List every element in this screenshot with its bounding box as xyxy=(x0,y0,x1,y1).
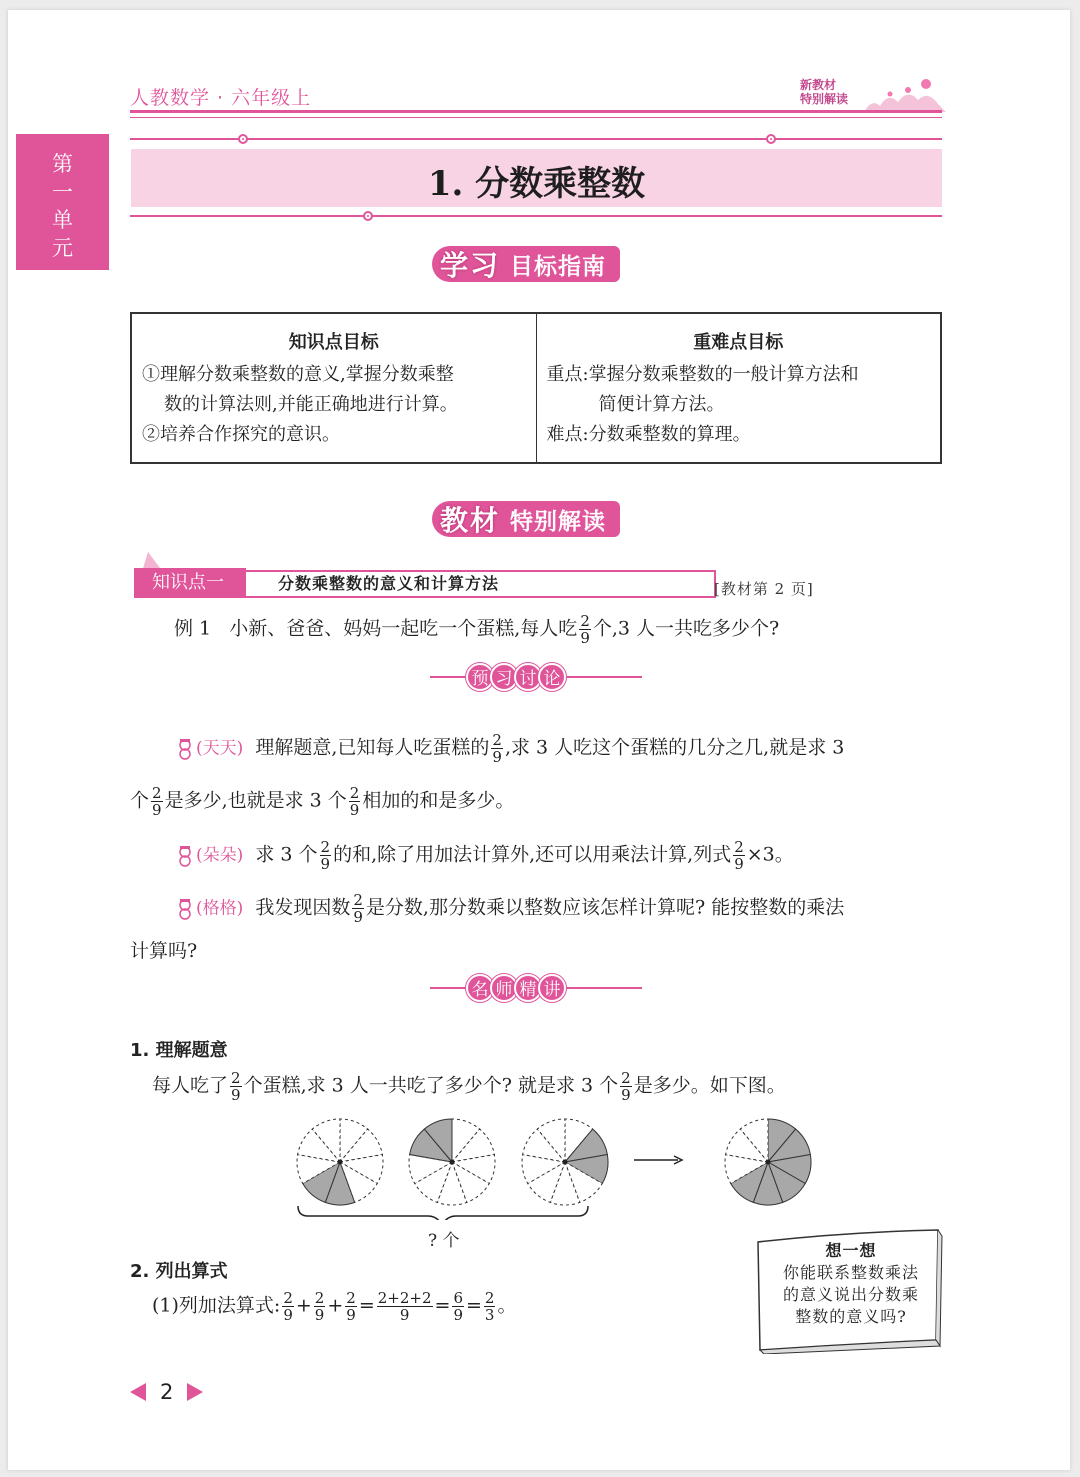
speaker-duoduo: (朵朵) xyxy=(196,845,244,866)
preview-discussion-label: 预 习 讨 论 xyxy=(470,663,566,691)
key-goals-cell xyxy=(536,313,941,463)
discussion-tiantian-cont: 个 $\frac{2}{9}$ 是多少,也就是求 3 个 $\frac{2}{9}$ 相加的和是多少。 xyxy=(130,784,515,819)
discussion-gege: (格格) 我发现因数 $\frac{2}{9}$ 是分数,那分数乘以整数应该怎样计算呢? 能按整数的乘法 xyxy=(174,892,844,925)
fraction-2-9: $\frac{2}{9}$ xyxy=(580,612,590,647)
fraction-2-9: $\frac{2}{9}$ xyxy=(734,838,744,873)
fraction-2-9: $\frac{2}{9}$ xyxy=(346,1289,356,1324)
think-line: 整数的意义吗? xyxy=(795,1307,907,1326)
goal-item: ①理解分数乘整数的意义,掌握分数乘整 xyxy=(142,364,454,385)
goal-item: ②培养合作探究的意识。 xyxy=(142,424,340,445)
rule-dot xyxy=(363,211,373,221)
series-title: 人教数学 · 六年级上 xyxy=(130,87,312,109)
fraction-2-9: $\frac{2}{9}$ xyxy=(353,891,363,926)
step1-heading: 1. 理解题意 xyxy=(130,1040,228,1061)
rule-dot xyxy=(238,134,248,144)
goal-item: 简便计算方法。 xyxy=(598,394,725,415)
discussion-duoduo: (朵朵) 求 3 个 $\frac{2}{9}$ 的和,除了用加法计算外,还可以用乘法计算,列式 $\frac{2}{9}$ ×3。 xyxy=(174,839,794,872)
section-goals-heading: 学习 目标指南 xyxy=(432,246,620,282)
brace-label: ? 个 xyxy=(428,1231,460,1251)
goals-table xyxy=(130,312,942,464)
fraction-2-9: $\frac{2}{9}$ xyxy=(152,784,162,819)
speaker-gege: (格格) xyxy=(196,898,244,919)
pie-center xyxy=(450,1160,455,1165)
teacher-explain-label: 名 师 精 讲 xyxy=(470,974,566,1002)
think-line: 你能联系整数乘法 xyxy=(782,1263,919,1282)
key-goals-header: 重难点目标 xyxy=(693,332,784,353)
fraction-2-9: $\frac{2}{9}$ xyxy=(320,838,331,873)
lesson-title: 1. 分数乘整数 xyxy=(427,164,646,204)
textbook-page-ref: [教材第 2 页] xyxy=(714,580,814,598)
fraction-sum: $\frac{2+2+2}{9}$ xyxy=(377,1289,432,1324)
fraction-2-9: $\frac{2}{9}$ xyxy=(314,1289,325,1324)
snowman-icon xyxy=(174,845,196,867)
discussion-tiantian: (天天) 理解题意,已知每人吃蛋糕的 $\frac{2}{9}$ ,求 3 人吃这个蛋糕的几分之几,就是求 3 xyxy=(174,732,844,765)
fraction-2-9: $\frac{2}{9}$ xyxy=(283,1289,293,1324)
think-line: 的意义说出分数乘 xyxy=(782,1285,919,1304)
pie-center xyxy=(338,1160,343,1165)
rule-dot xyxy=(766,134,776,144)
think-title: 想一想 xyxy=(825,1241,877,1260)
fraction-2-9: $\frac{2}{9}$ xyxy=(621,1069,631,1104)
example-label: 例 1 xyxy=(174,617,212,640)
header-rule xyxy=(130,110,942,113)
fraction-2-3: $\frac{2}{3}$ xyxy=(484,1289,495,1324)
page-nav xyxy=(130,1380,203,1404)
next-page-icon[interactable] xyxy=(187,1383,203,1401)
step2-heading: 2. 列出算式 xyxy=(130,1261,228,1282)
prev-page-icon[interactable] xyxy=(130,1383,146,1401)
fraction-2-9: $\frac{2}{9}$ xyxy=(231,1069,241,1104)
badge-line2: 特别解读 xyxy=(800,92,849,106)
pie-1 xyxy=(297,1119,383,1205)
fraction-2-9: $\frac{2}{9}$ xyxy=(349,784,360,819)
title-top-rule xyxy=(130,138,942,140)
example-1: 例 1 小新、爸爸、妈妈一起吃一个蛋糕,每人吃 $\frac{2}{9}$ 个,3 人一共吃多少个? xyxy=(174,612,780,647)
goal-item: 重点:掌握分数乘整数的一般计算方法和 xyxy=(546,364,859,385)
goal-item: 难点:分数乘整数的算理。 xyxy=(546,424,751,445)
flower-decoration-icon xyxy=(798,76,948,114)
badge-line1: 新教材 xyxy=(800,78,837,92)
addition-formula: (1)列加法算式: $\frac{2}{9}$ + $\frac{2}{9}$ + $\frac{2}{9}$ = $\frac{2+2+2}{9}$ = $\frac{6}{9}$ = $\frac{2}{3}$ 。 xyxy=(152,1289,517,1324)
snowman-icon xyxy=(174,898,196,920)
knowledge-point-tag: 知识点一 xyxy=(134,568,246,598)
pie-4 xyxy=(725,1119,811,1205)
pie-center xyxy=(563,1160,568,1165)
page xyxy=(8,10,1070,1470)
cake-fraction-diagram xyxy=(278,1110,818,1220)
knowledge-point-title: 分数乘整数的意义和计算方法 xyxy=(246,570,716,598)
unit-side-tab: 第 一 单 元 xyxy=(16,134,109,270)
page-number: 2 xyxy=(160,1380,174,1404)
new-textbook-badge xyxy=(798,76,948,114)
fraction-2-9: $\frac{2}{9}$ xyxy=(492,731,502,766)
snowman-icon xyxy=(174,738,196,760)
knowledge-goals-cell xyxy=(131,313,536,463)
section-reading-heading: 教材 特别解读 xyxy=(432,501,620,537)
title-bottom-rule xyxy=(130,215,942,217)
think-box xyxy=(756,1228,944,1354)
speaker-tiantian: (天天) xyxy=(196,738,244,759)
fraction-6-9: $\frac{6}{9}$ xyxy=(453,1289,463,1324)
step1-text: 每人吃了 $\frac{2}{9}$ 个蛋糕,求 3 人一共吃了多少个? 就是求 3 个 $\frac{2}{9}$ 是多少。如下图。 xyxy=(152,1069,786,1104)
goal-item: 数的计算法则,并能正确地进行计算。 xyxy=(164,394,458,415)
pie-3 xyxy=(522,1119,608,1205)
discussion-gege-cont: 计算吗? xyxy=(130,940,198,962)
pie-2 xyxy=(409,1119,495,1205)
pie-center xyxy=(766,1160,771,1165)
knowledge-goals-header: 知识点目标 xyxy=(288,332,379,353)
header-rule-thin xyxy=(130,117,942,118)
